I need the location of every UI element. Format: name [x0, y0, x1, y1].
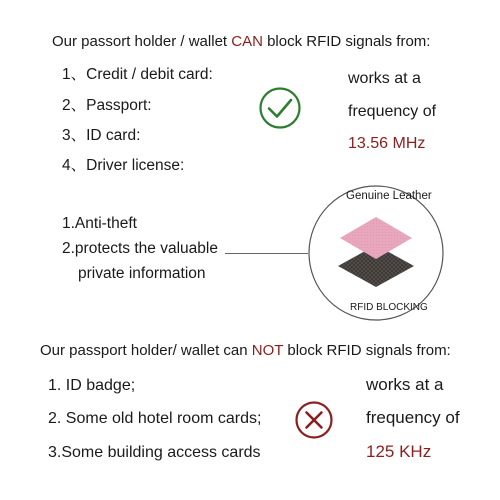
rfid-blocking-label: RFID BLOCKING: [350, 302, 428, 313]
can-item-driver-license: 4、Driver license:: [62, 157, 185, 174]
cannot-freq-value: 125 KHz: [366, 442, 432, 461]
heading-highlight-not: NOT: [251, 342, 284, 359]
heading-highlight-can: CAN: [231, 33, 263, 50]
cannot-freq-line1: works at a: [366, 375, 444, 394]
check-circle-icon: [258, 86, 302, 130]
can-item-passport: 2、Passport:: [62, 97, 152, 114]
feature-protect-line2: private information: [78, 265, 206, 282]
can-block-heading: [52, 33, 430, 50]
heading-suffix: block RFID signals from:: [283, 342, 451, 359]
heading-suffix: block RFID signals from:: [262, 33, 431, 50]
cannot-item-hotel-cards: 2. Some old hotel room cards;: [48, 410, 262, 427]
heading-prefix: Our passport holder/ wallet can: [40, 342, 252, 359]
heading-prefix: Our passort holder / wallet: [52, 33, 232, 50]
can-freq-line1: works at a: [348, 70, 421, 87]
can-freq-line2: frequency of: [348, 103, 437, 120]
cannot-block-heading: [40, 342, 451, 359]
feature-protect-line1: 2.protects the valuable: [62, 240, 218, 257]
connector-line: [225, 253, 308, 254]
can-item-id-card: 3、ID card:: [62, 127, 141, 144]
can-freq-value: 13.56 MHz: [348, 135, 426, 152]
feature-anti-theft: 1.Anti-theft: [62, 215, 137, 232]
cannot-freq-line2: frequency of: [366, 408, 460, 427]
x-circle-icon: [294, 400, 334, 440]
cannot-item-id-badge: 1. ID badge;: [48, 377, 136, 394]
can-item-credit-card: 1、Credit / debit card:: [62, 66, 213, 83]
genuine-leather-label: Genuine Leather: [346, 190, 432, 202]
cannot-item-building-cards: 3.Some building access cards: [48, 444, 261, 461]
